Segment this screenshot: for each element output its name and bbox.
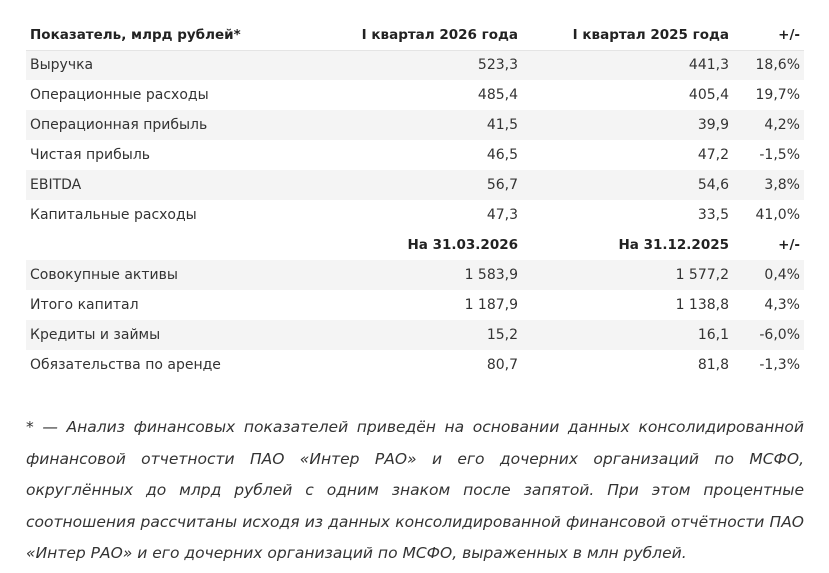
row-change: -1,3% (759, 357, 800, 373)
row-value-current: 80,7 (486, 357, 518, 373)
header-q1-2026: I квартал 2026 года (306, 20, 522, 50)
subheader-empty (26, 230, 306, 260)
row-value-previous: 39,9 (522, 110, 733, 140)
row-value-previous: 1 577,2 (522, 260, 733, 290)
row-value-current: 41,5 (306, 110, 522, 140)
row-value-previous: 54,6 (522, 170, 733, 200)
subheader-change: +/- (778, 237, 800, 253)
header-change: +/- (733, 20, 804, 50)
row-label: Итого капитал (30, 297, 139, 313)
row-value-current: 47,3 (486, 207, 518, 223)
table-row (26, 290, 804, 320)
row-label: Капитальные расходы (30, 207, 197, 223)
row-value-previous: 16,1 (522, 320, 733, 350)
row-value-current: 1 583,9 (306, 260, 522, 290)
row-label: Операционные расходы (30, 87, 209, 103)
financial-indicators-table (26, 20, 804, 380)
row-value-previous: 47,2 (697, 147, 729, 163)
row-change: 19,7% (755, 87, 800, 103)
table-row (26, 50, 804, 80)
row-value-previous: 1 138,8 (675, 297, 729, 313)
table-row (26, 170, 804, 200)
row-label: EBITDA (26, 170, 306, 200)
header-q1-2025: I квартал 2025 года (522, 20, 733, 50)
row-value-current: 1 187,9 (464, 297, 518, 313)
row-label: Операционная прибыль (26, 110, 306, 140)
row-value-previous: 441,3 (522, 50, 733, 80)
row-change: 18,6% (733, 50, 804, 80)
row-change: -6,0% (733, 320, 804, 350)
row-value-current: 523,3 (306, 50, 522, 80)
row-value-current: 15,2 (306, 320, 522, 350)
row-label: Обязательства по аренде (30, 357, 221, 373)
row-change: -1,5% (759, 147, 800, 163)
row-value-current: 485,4 (477, 87, 518, 103)
row-value-previous: 405,4 (688, 87, 729, 103)
table-row (26, 140, 804, 170)
table-row (26, 350, 804, 380)
table-row (26, 320, 804, 350)
table-row (26, 110, 804, 140)
subheader-date-current: На 31.03.2026 (407, 237, 518, 253)
footnote: * — Анализ финансовых показателей приведён на основании данных консолидированной финансовой отчетности ПАО «Интер РАО» и его дочерних организаций по МСФО, округлённых до млрд рублей с одним знаком после запятой. При этом процентные соотношения рассчитаны исходя из данных консолидированной финансовой отчётности ПАО «Интер РАО» и его дочерних организаций по МСФО, выраженных в млн рублей. (26, 418, 804, 562)
header-indicator: Показатель, млрд рублей* (26, 20, 306, 50)
row-value-previous: 33,5 (697, 207, 729, 223)
row-change: 0,4% (733, 260, 804, 290)
row-change: 41,0% (755, 207, 800, 223)
row-change: 3,8% (733, 170, 804, 200)
table-header-row (26, 20, 804, 50)
table-row (26, 200, 804, 230)
table-subheader-row (26, 230, 804, 260)
table-row (26, 80, 804, 110)
table-row (26, 260, 804, 290)
row-change: 4,3% (764, 297, 800, 313)
row-change: 4,2% (733, 110, 804, 140)
row-label: Совокупные активы (26, 260, 306, 290)
row-label: Кредиты и займы (26, 320, 306, 350)
row-label: Выручка (26, 50, 306, 80)
row-value-current: 56,7 (306, 170, 522, 200)
subheader-date-previous: На 31.12.2025 (618, 237, 729, 253)
row-value-previous: 81,8 (697, 357, 729, 373)
row-label: Чистая прибыль (30, 147, 151, 163)
row-value-current: 46,5 (486, 147, 518, 163)
